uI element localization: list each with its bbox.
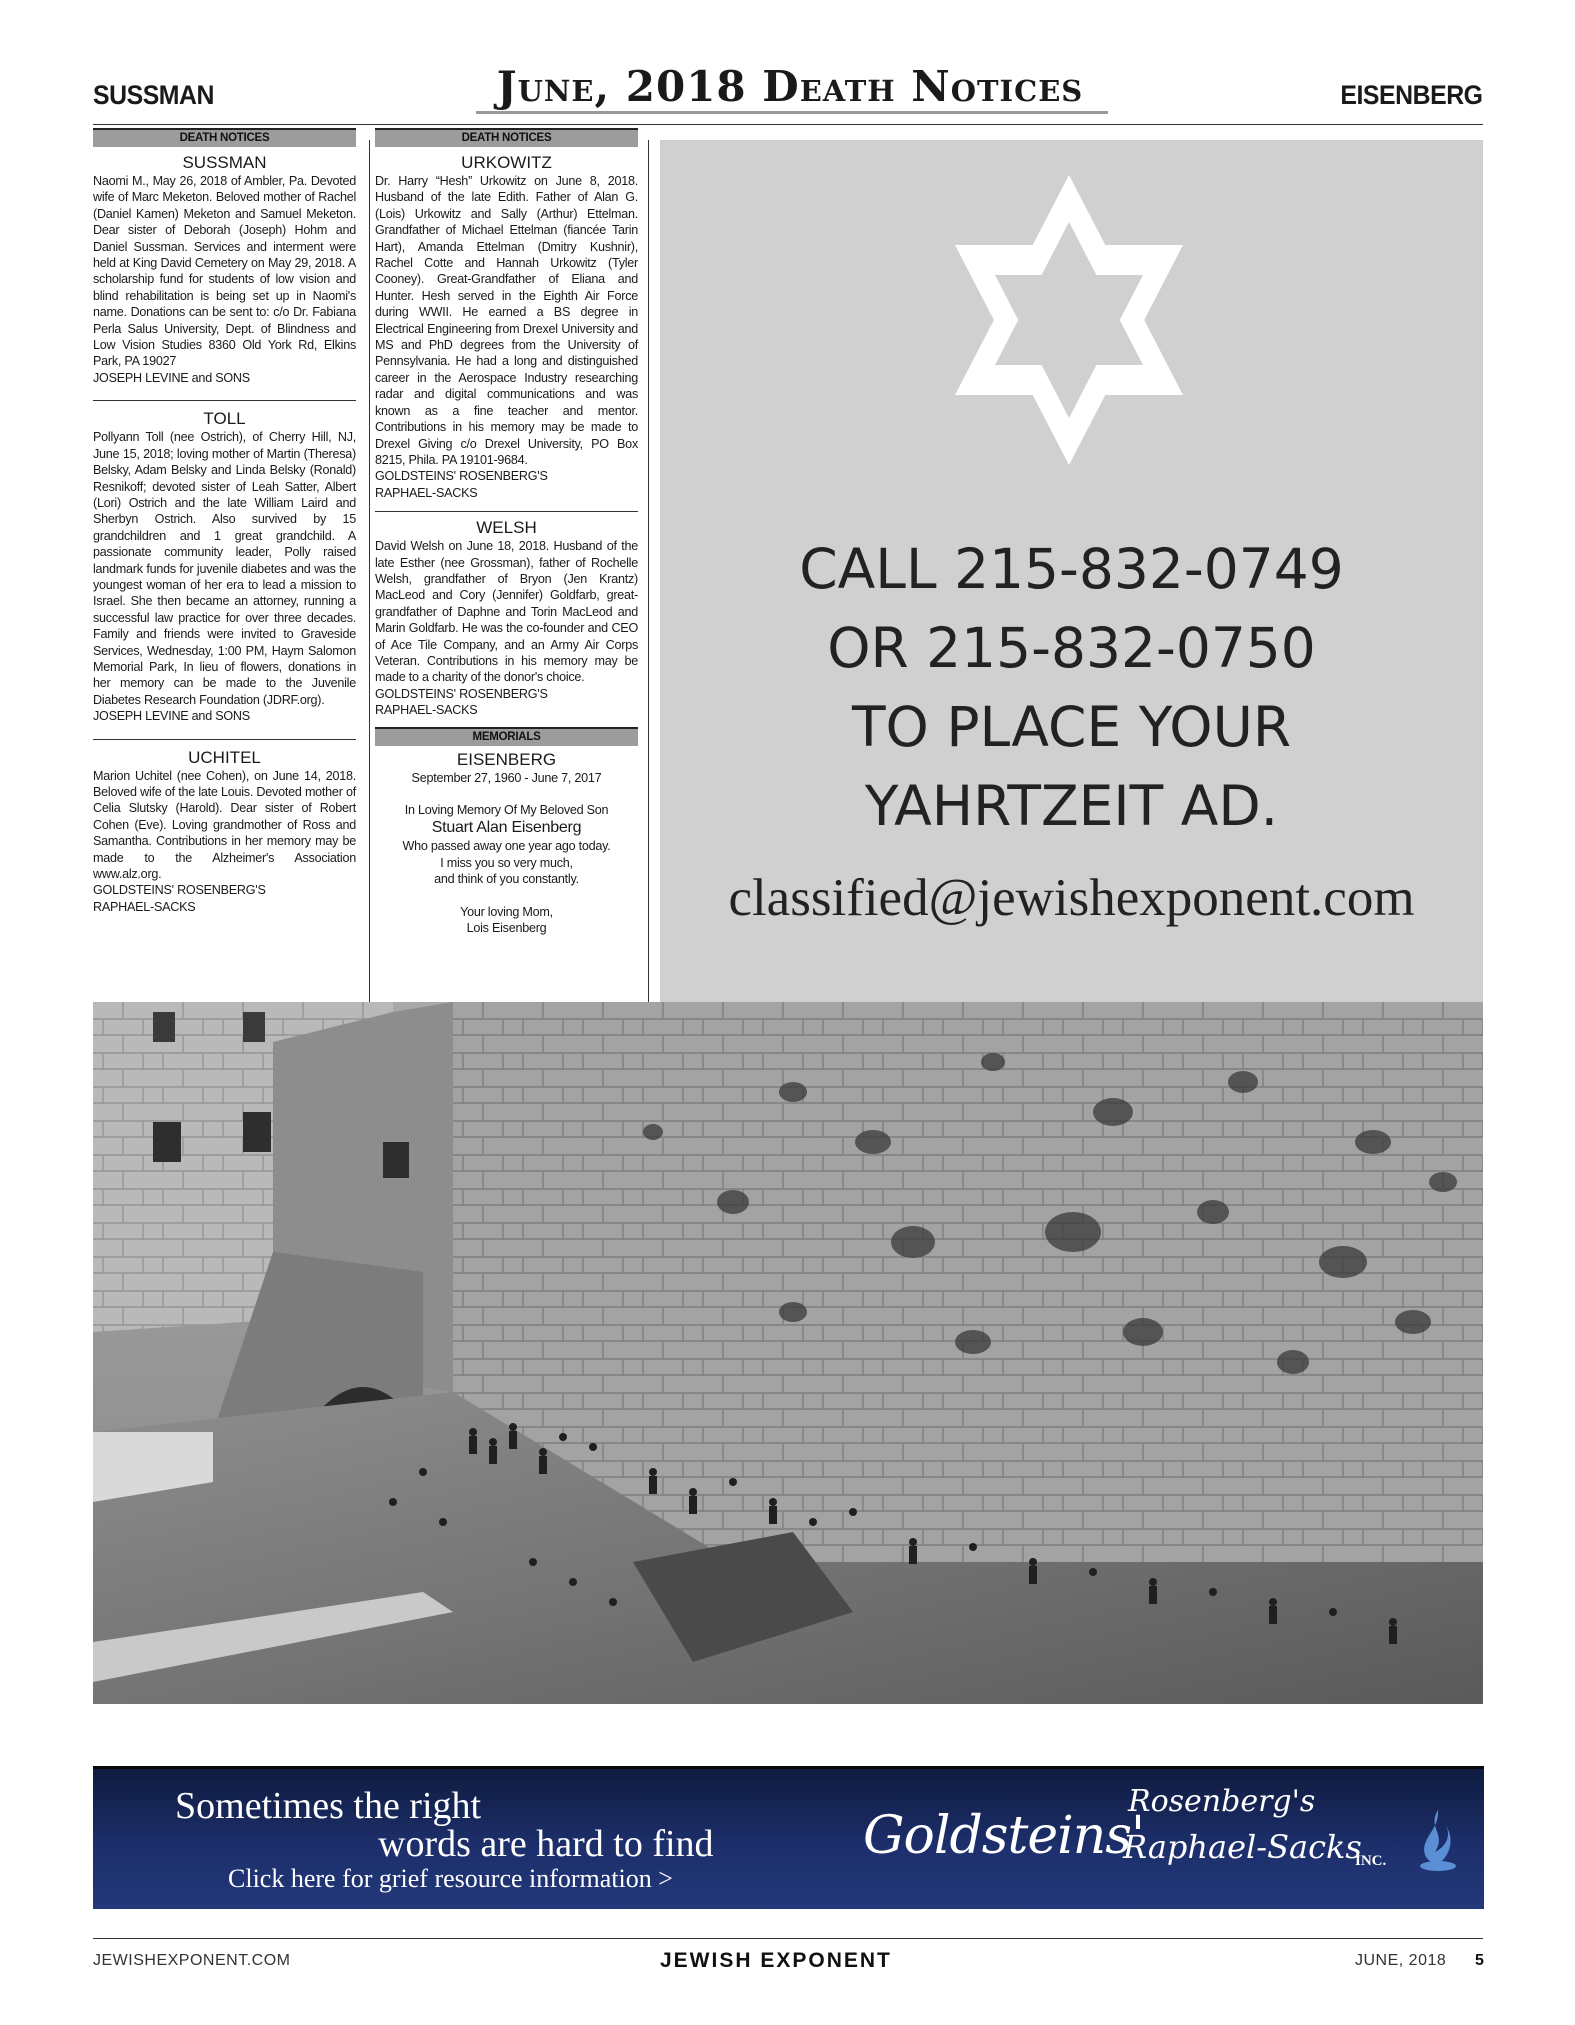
divider <box>93 400 356 401</box>
footer-publication: JEWISH EXPONENT <box>660 1949 892 1972</box>
western-wall-photo <box>93 1002 1483 1704</box>
funeral-home-welsh-2: RAPHAEL-SACKS <box>375 703 478 718</box>
header-rule <box>93 124 1483 125</box>
footer-date: JUNE, 2018 <box>1355 1952 1447 1969</box>
obituary-text-sussman: Naomi M., May 26, 2018 of Ambler, Pa. Devoted wife of Marc Meketon. Beloved mother of Rachel (Daniel Kamen) Meketon and Samuel Meketon. Dear sister of Deborah (Joseph) Hohm and Daniel Sussman. Services and interment were held at King David Cemetery on May 29, 2018. A scholarship fund for students of low vision and blind rehabilitation is being set up in Naomi's name. Donations can be sent to: c/o Dr. Fabiana Perla Salus University, Dept. of Blindness and Low Vision Studies 8360 Old York Rd, Elkins Park, PA 19027 <box>93 174 356 369</box>
ad-line-4: YAHRTZEIT AD. <box>864 774 1279 838</box>
yahrtzeit-ad[interactable] <box>660 140 1483 1002</box>
obituary-text-toll: Pollyann Toll (nee Ostrich), of Cherry Hill, NJ, June 15, 2018; loving mother of Martin (Theresa) Belsky, Adam Belsky and Linda Belsky (Ronald) Resnikoff; devoted sister of Leah Satter, Albert (Lori) Ostrich and the late William Laird and Sherbyn Ostrich. Also survived by 15 grandchildren and 1 great grandchild. A passionate community leader, Polly raised landmark funds for juvenile diabetes and was the youngest woman of her era to lead a mission to Israel. She then became an attorney, running a successful law practice for over three decades. Family and friends were invited to Graveside Services, Wednesday, 1:00 PM, Haym Salomon Memorial Park, In lieu of flowers, donations in her memory can be made to the Juvenile Diabetes Research Foundation (JDRF.org). <box>93 430 356 707</box>
ad-line-3: TO PLACE YOUR <box>851 695 1292 759</box>
page-number: 5 <box>1475 1952 1484 1969</box>
divider <box>93 739 356 740</box>
column-2 <box>375 128 638 936</box>
obituary-name-sussman: SUSSMAN <box>182 153 267 172</box>
brand-rosenbergs: Rosenberg's <box>1128 1784 1316 1819</box>
memorial-signature: Lois Eisenberg <box>466 921 547 936</box>
banner-top-border <box>93 1766 1484 1769</box>
funeral-home-uchitel-2: RAPHAEL-SACKS <box>93 899 196 914</box>
memorial-line: Who passed away one year ago today. <box>402 839 611 854</box>
column-divider <box>369 140 370 1002</box>
funeral-home-uchitel-1: GOLDSTEINS' ROSENBERG'S <box>93 883 266 898</box>
ad-line-2: OR 215-832-0750 <box>827 616 1316 680</box>
section-header-death-notices: DEATH NOTICES <box>375 128 638 147</box>
obituary-name-uchitel: UCHITEL <box>188 747 261 767</box>
brand-inc: INC. <box>1355 1853 1387 1869</box>
banner-line-1: Sometimes the right <box>175 1785 482 1827</box>
header-left-name: SUSSMAN <box>93 80 214 110</box>
footer-rule <box>93 1938 1483 1939</box>
obituary-text-welsh: David Welsh on June 18, 2018. Husband of the late Esther (nee Grossman), father of Rochelle Welsh, grandfather of Bryon (Jen Krantz) MacLeod and Cory (Jennifer) Goldfarb, great-grandfather of Daphne and Torin MacLeod and Marin Goldfarb. He was the co-founder and CEO of Ace Tile Company, and an Army Air Corps Veteran. Contributions in his memory may be made to a charity of the donor's choice. <box>375 539 638 685</box>
funeral-home-urkowitz-2: RAPHAEL-SACKS <box>375 485 478 500</box>
section-header-death-notices: DEATH NOTICES <box>93 128 356 147</box>
obituary-name-welsh: WELSH <box>476 518 537 538</box>
header-right-name: EISENBERG <box>1340 80 1483 110</box>
column-divider <box>648 140 649 1002</box>
obituary-name-urkowitz: URKOWITZ <box>461 153 552 172</box>
footer-website: JEWISHEXPONENT.COM <box>93 1952 291 1969</box>
title-underline <box>476 111 1108 114</box>
brand-raphael-sacks: Raphael-Sacks <box>1123 1828 1362 1866</box>
memorial-line: and think of you constantly. <box>434 872 579 887</box>
brand-goldsteins: Goldsteins' <box>863 1806 1145 1866</box>
funeral-home-welsh-1: GOLDSTEINS' ROSENBERG'S <box>375 686 548 701</box>
memorial-line: In Loving Memory Of My Beloved Son <box>404 803 609 817</box>
memorial-son-name: Stuart Alan Eisenberg <box>431 819 582 837</box>
ad-call-text <box>660 530 1483 846</box>
banner-line-2: words are hard to find <box>378 1823 714 1865</box>
funeral-home-toll: JOSEPH LEVINE and SONS <box>93 709 250 724</box>
column-1 <box>93 128 356 915</box>
memorial-dates: September 27, 1960 - June 7, 2017 <box>411 770 602 785</box>
grief-resource-banner[interactable] <box>93 1766 1484 1909</box>
ad-email-link[interactable]: classified@jewishexponent.com <box>728 869 1415 927</box>
divider <box>375 511 638 512</box>
page-title: June, 2018 Death Notices <box>496 62 1084 111</box>
memorial-name-eisenberg: EISENBERG <box>456 749 557 769</box>
star-of-david-icon <box>945 170 1193 470</box>
ad-line-1: CALL 215-832-0749 <box>799 537 1344 601</box>
funeral-home-urkowitz-1: GOLDSTEINS' ROSENBERG'S <box>375 469 548 484</box>
memorial-line: I miss you so very much, <box>440 855 573 870</box>
banner-link[interactable]: Click here for grief resource information > <box>228 1864 673 1893</box>
obituary-text-uchitel: Marion Uchitel (nee Cohen), on June 14, 2018. Beloved wife of the late Louis. Devoted mother of Celia Slutsky (Harold). Dear sister of Robert Cohen (Eve). Loving grandmother of Ross and Samantha. Contributions in her memory may be made to the Alzheimer's Association www.alz.org. <box>93 768 356 882</box>
obituary-name-toll: TOLL <box>203 409 246 429</box>
section-header-memorials: MEMORIALS <box>375 727 638 746</box>
funeral-home-sussman: JOSEPH LEVINE and SONS <box>93 370 250 385</box>
obituary-text-urkowitz: Dr. Harry “Hesh” Urkowitz on June 8, 2018. Husband of the late Edith. Father of Alan G. (Lois) Urkowitz and Sally (Arthur) Ettelman. Grandfather of Michael Ettelman (fiancée Tarin Hart), Amanda Ettelman (Dmitry Kushnir), Rachel Cotte and Hannah Urkowitz (Tyler Cooney). Great-Grandfather of Eliana and Hunter. Hesh served in the Eighth Air Force during WWII. He earned a BS degree in Electrical Engineering from Drexel University and MS and PhD degrees from the University of Pennsylvania. He had a long and distinguished career in the Aerospace Industry researching radar and digital communications and was known as a fine teacher and mentor. Contributions in his memory may be made to Drexel Giving c/o Drexel University, PO Box 8215, Phila. PA 19101-9684. <box>375 174 638 467</box>
flame-icon <box>1413 1806 1463 1876</box>
memorial-signature: Your loving Mom, <box>460 904 553 919</box>
